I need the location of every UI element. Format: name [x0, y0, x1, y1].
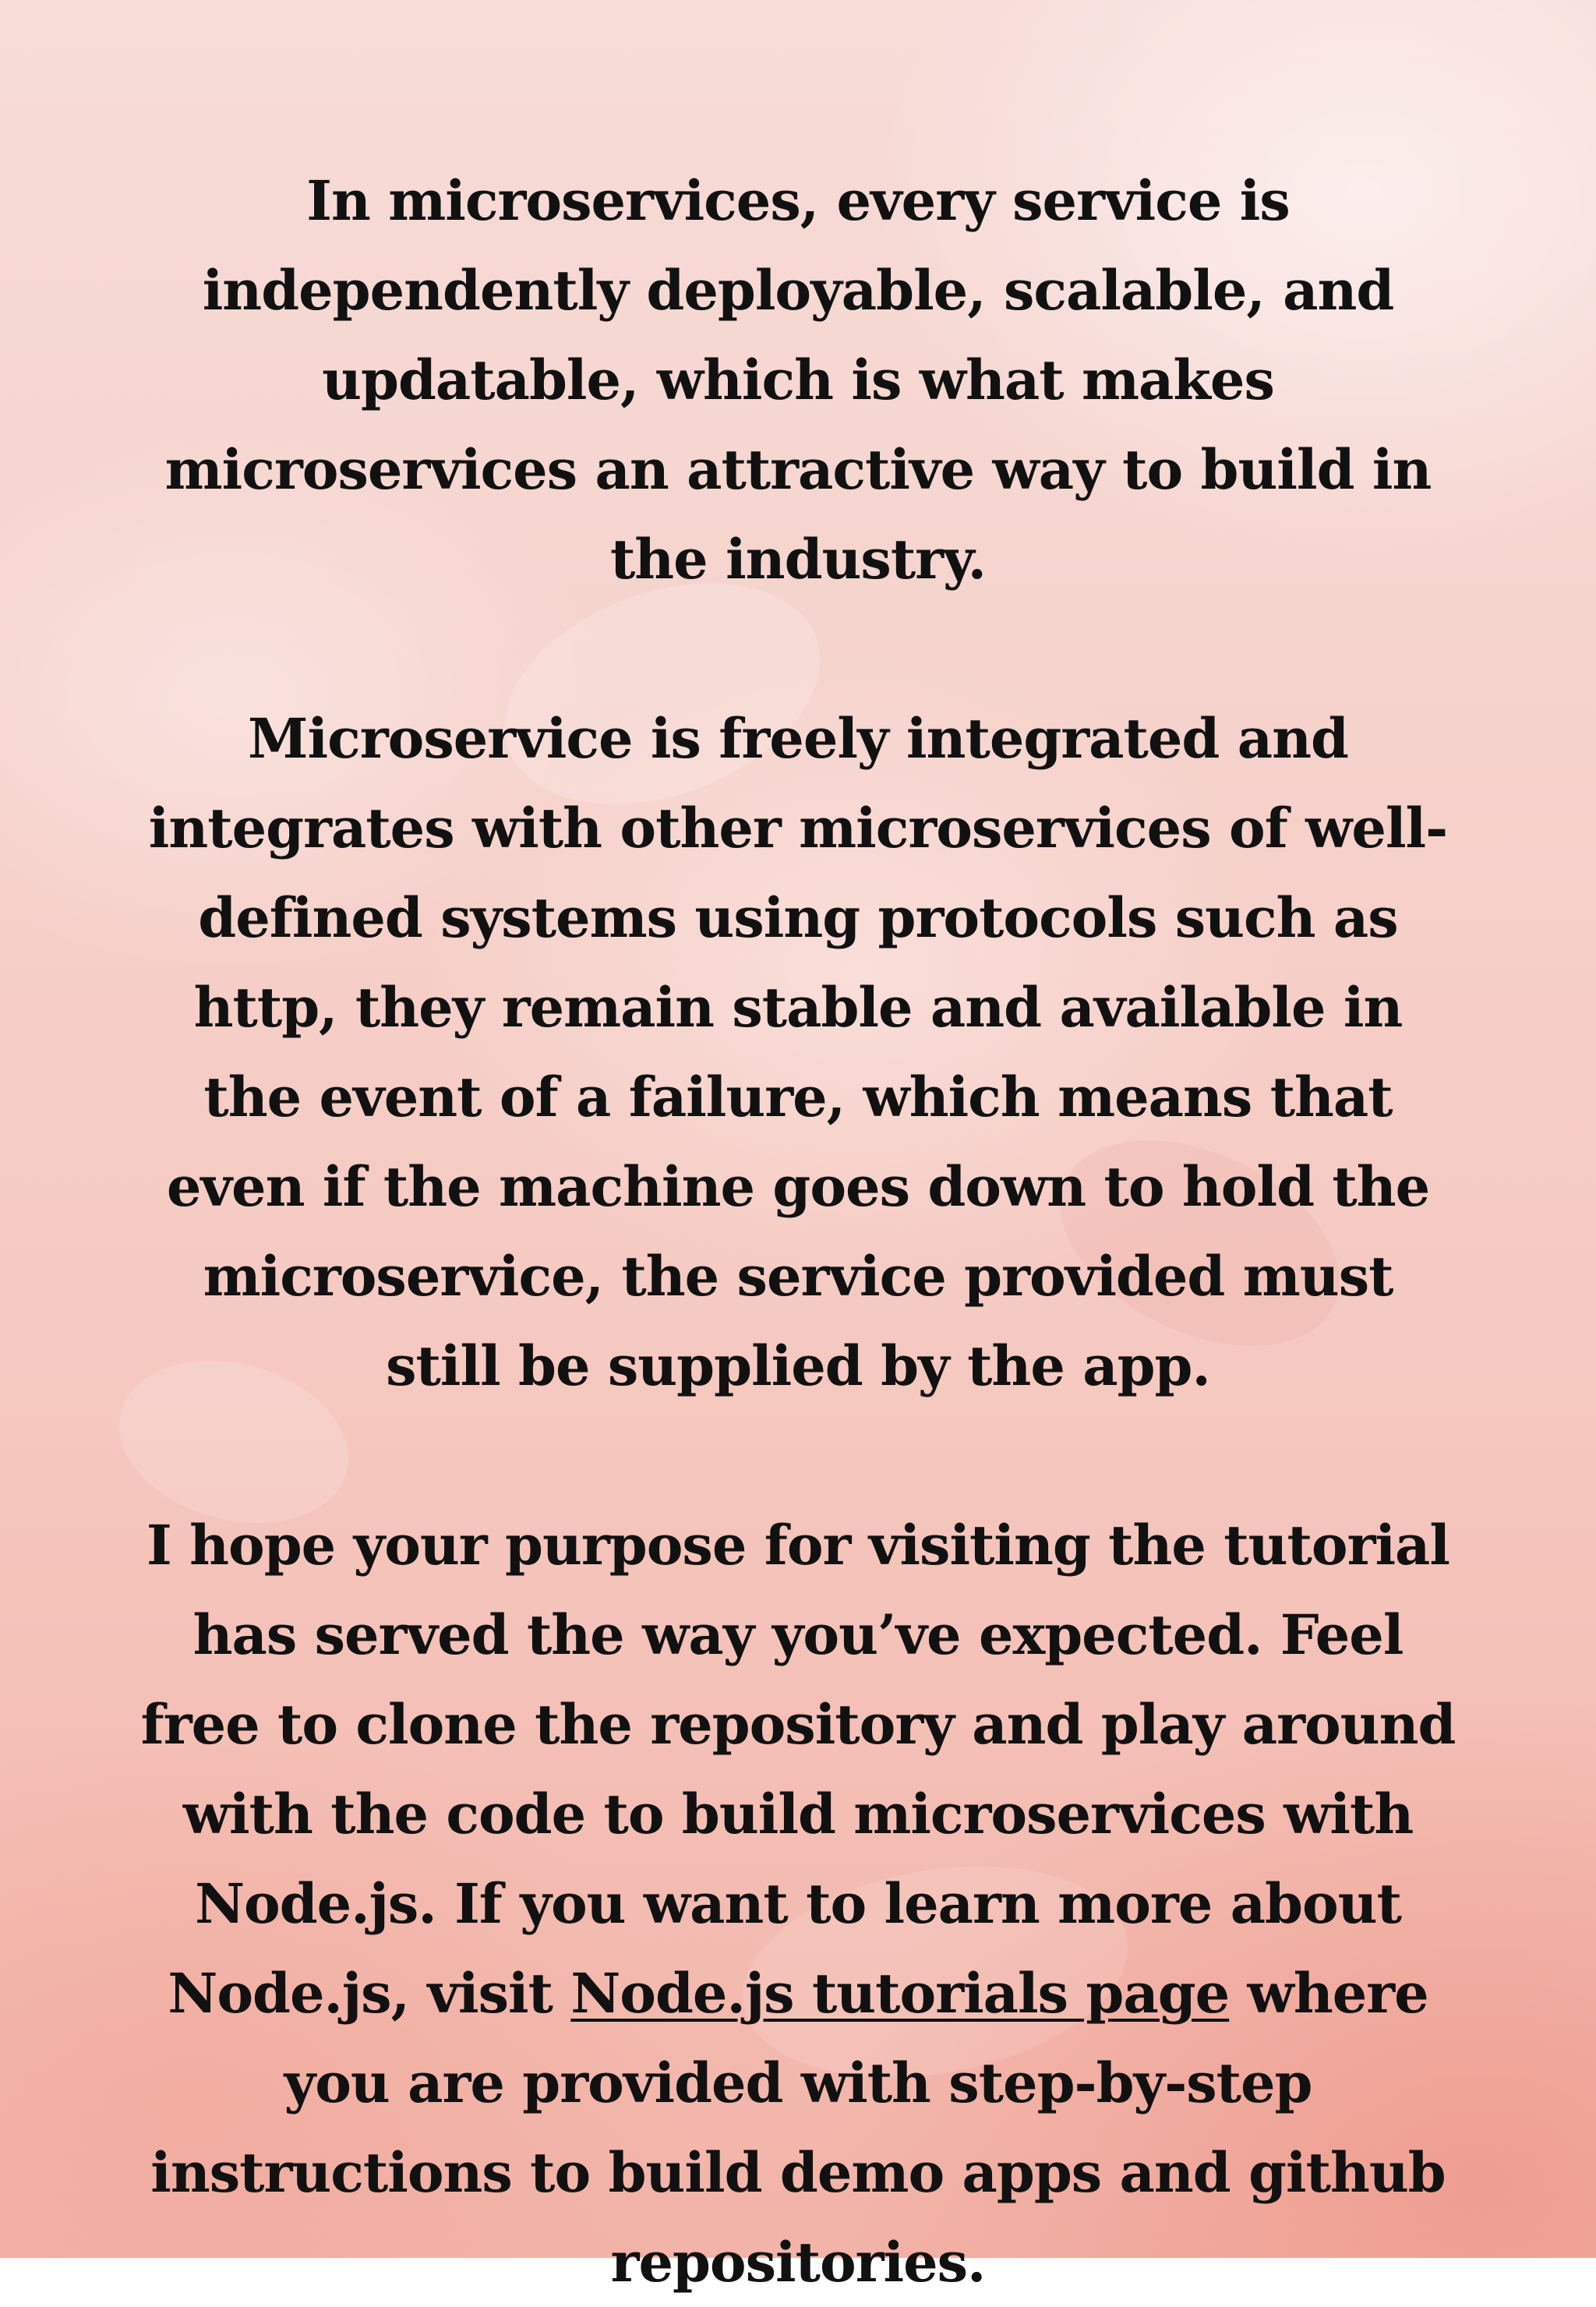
paragraph-microservices-intro: In microservices, every service is independently deployable, scalable, and updatable, which is what makes microservices an attractive way to build in the industry. — [164, 168, 1432, 592]
closing-text-after-link: where you are provided with step-by-step instructions to build demo apps and github repositories. — [150, 1961, 1446, 2295]
closing-text-before-link: I hope your purpose for visiting the tutorial has served the way you’ve expected. Feel free to clone the repository and play around with the code to build microservices with Node.js. If you want to learn more about Node.js, visit — [140, 1513, 1456, 2026]
nodejs-tutorials-link[interactable]: Node.js tutorials page — [570, 1961, 1230, 2026]
paragraph-microservice-integration: Microservice is freely integrated and integrates with other microservices of well-defined systems using protocols such as http, they remain stable and available in the event of a failure, which means that even if the machine goes down to hold the microservice, the service provided must still be supplied by the app. — [148, 706, 1448, 1398]
paragraph-closing — [140, 1500, 1456, 2307]
body-text — [140, 156, 1456, 2307]
